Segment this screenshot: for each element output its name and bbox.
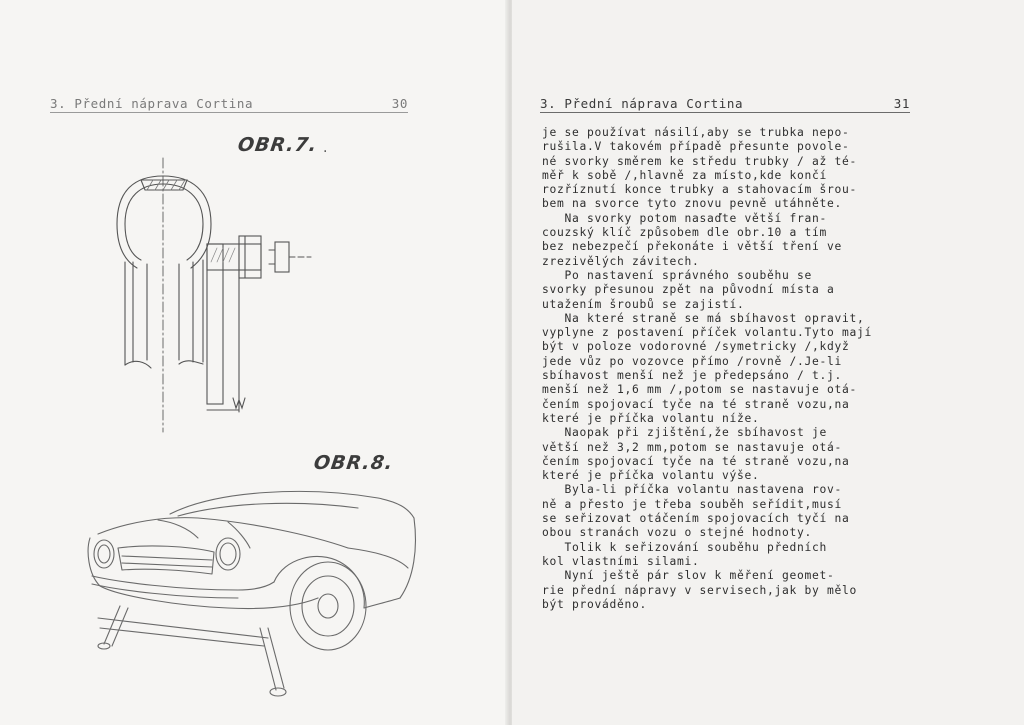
body-line: bez nebezpečí překonáte i větší tření ve	[542, 240, 843, 254]
body-line: bem na svorce tyto znovu pevně utáhněte.	[542, 197, 843, 211]
body-line: zrezivělých závitech.	[542, 254, 700, 268]
body-line: čením spojovací tyče na té straně vozu,na	[542, 454, 850, 468]
body-line: Byla-li příčka volantu nastavena rov-	[542, 483, 843, 497]
body-line: obou stranách vozu o stejné hodnoty.	[542, 526, 813, 540]
body-line: rušila.V takovém případě přesunte povole-	[542, 140, 850, 154]
figure-8-caption: OBR.8.	[312, 452, 395, 474]
caption-dot: .	[323, 140, 328, 156]
body-line: ně a přesto je třeba souběh seřídit,musí	[542, 497, 843, 511]
right-page-header	[540, 96, 910, 113]
body-line: kol vlastními silami.	[542, 554, 700, 568]
body-line: Po nastavení správného souběhu se	[542, 268, 813, 282]
body-line: sbíhavost menší než je předepsáno / t.j.	[542, 369, 843, 383]
body-line: které je příčka volantu níže.	[542, 411, 760, 425]
body-line: čením spojovací tyče na té straně vozu,na	[542, 397, 850, 411]
body-line: rozříznutí konce trubky a stahovacím šrou-	[542, 183, 858, 197]
figure-8-car-drawing	[78, 478, 428, 708]
body-line: je se používat násilí,aby se trubka nepo-	[542, 126, 850, 139]
body-line: které je příčka volantu výše.	[542, 469, 760, 483]
right-header-title: 3. Přední náprava Cortina	[540, 96, 744, 111]
body-line: větší než 3,2 mm,potom se nastavuje otá-	[542, 440, 843, 454]
figure-7-caption: OBR.7.	[236, 134, 319, 156]
body-line: utažením šroubů se zajistí.	[542, 297, 745, 311]
body-line: rie přední nápravy v servisech,jak by mělo	[542, 583, 858, 597]
body-line: být v poloze vodorovné /symetricky /,když	[542, 340, 850, 354]
body-line: měř k sobě /,hlavně za místo,kde končí	[542, 168, 828, 182]
body-line: Naopak při zjištění,že sbíhavost je	[542, 426, 828, 440]
body-line: menší než 1,6 mm /,potom se nastavuje otá-	[542, 383, 858, 397]
left-page-header	[50, 96, 408, 113]
body-line: né svorky směrem ke středu trubky / až té-	[542, 154, 858, 168]
body-line: jede vůz po vozovce přímo /rovně /.Je-li	[542, 354, 843, 368]
body-line: se seřizovat otáčením spojovacích tyčí na	[542, 512, 850, 526]
left-page	[0, 0, 508, 725]
figure-7-clamp-drawing	[95, 150, 325, 440]
body-line: Na svorky potom nasaďte větší fran-	[542, 211, 828, 225]
left-header-title: 3. Přední náprava Cortina	[50, 96, 254, 111]
body-line: Tolik k seřizování souběhu předních	[542, 540, 828, 554]
body-line: být prováděno.	[542, 597, 648, 611]
right-page-number: 31	[893, 96, 910, 111]
body-line: svorky přesunou zpět na původní místa a	[542, 283, 835, 297]
body-line: couzský klíč způsobem dle obr.10 a tím	[542, 226, 828, 240]
body-line: Nyní ještě pár slov k měření geomet-	[542, 569, 835, 583]
right-page-body-text	[542, 126, 962, 612]
left-page-number: 30	[391, 96, 408, 111]
body-line: Na které straně se má sbíhavost opravit,	[542, 311, 865, 325]
body-line: vyplyne z postavení příček volantu.Tyto mají	[542, 326, 873, 340]
